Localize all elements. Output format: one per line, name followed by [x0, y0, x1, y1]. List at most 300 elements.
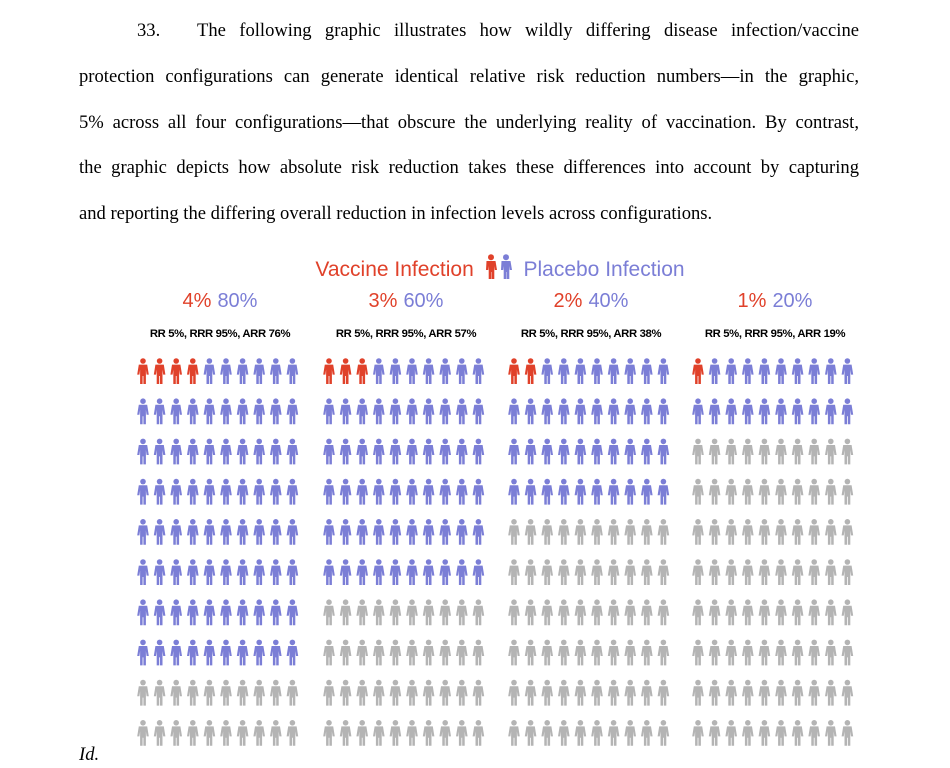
- placebo-infected-person-icon: [356, 519, 368, 545]
- uninfected-person-icon: [641, 559, 653, 585]
- placebo-infected-person-icon: [204, 519, 216, 545]
- uninfected-person-icon: [658, 720, 670, 746]
- uninfected-person-icon: [624, 519, 636, 545]
- uninfected-person-icon: [473, 680, 485, 706]
- placebo-infected-person-icon: [709, 398, 721, 424]
- uninfected-person-icon: [792, 519, 804, 545]
- uninfected-person-icon: [759, 599, 771, 625]
- placebo-infected-person-icon: [825, 358, 837, 384]
- uninfected-person-icon: [558, 720, 570, 746]
- vaccine-infected-person-icon: [137, 358, 149, 384]
- uninfected-person-icon: [842, 479, 854, 505]
- uninfected-person-icon: [323, 680, 335, 706]
- paragraph-number: 33.: [137, 20, 161, 41]
- uninfected-person-icon: [439, 680, 451, 706]
- placebo-percent: 60%: [403, 290, 444, 312]
- placebo-infected-person-icon: [842, 398, 854, 424]
- panel-stats: RR 5%, RRR 95%, ARR 19%: [704, 328, 846, 340]
- placebo-infected-person-icon: [270, 519, 282, 545]
- placebo-infected-person-icon: [154, 559, 166, 585]
- uninfected-person-icon: [525, 680, 537, 706]
- uninfected-person-icon: [558, 680, 570, 706]
- uninfected-person-icon: [808, 720, 820, 746]
- placebo-infected-person-icon: [237, 358, 249, 384]
- placebo-infected-person-icon: [170, 479, 182, 505]
- placebo-infected-person-icon: [423, 358, 435, 384]
- vaccine-infected-person-icon: [323, 358, 335, 384]
- placebo-infected-person-icon: [575, 358, 587, 384]
- vaccine-infected-person-icon: [187, 358, 199, 384]
- placebo-infected-person-icon: [137, 479, 149, 505]
- uninfected-person-icon: [624, 559, 636, 585]
- uninfected-person-icon: [725, 559, 737, 585]
- panel-2-40: [507, 290, 675, 348]
- uninfected-person-icon: [525, 640, 537, 666]
- uninfected-person-icon: [525, 519, 537, 545]
- placebo-infected-person-icon: [204, 398, 216, 424]
- placebo-infected-person-icon: [406, 398, 418, 424]
- placebo-infected-person-icon: [541, 358, 553, 384]
- placebo-infected-person-icon: [220, 358, 232, 384]
- uninfected-person-icon: [356, 720, 368, 746]
- uninfected-person-icon: [775, 479, 787, 505]
- panel-stats: RR 5%, RRR 95%, ARR 57%: [335, 328, 477, 340]
- placebo-infected-person-icon: [473, 439, 485, 465]
- placebo-infected-person-icon: [287, 559, 299, 585]
- placebo-infected-person-icon: [373, 559, 385, 585]
- uninfected-person-icon: [641, 640, 653, 666]
- placebo-infected-person-icon: [759, 358, 771, 384]
- placebo-infected-person-icon: [287, 599, 299, 625]
- uninfected-person-icon: [373, 599, 385, 625]
- paragraph-line-1: 33. The following graphic illustrates how wildly differing disease infection/vaccine: [79, 8, 859, 54]
- uninfected-person-icon: [390, 640, 402, 666]
- placebo-infected-person-icon: [253, 559, 265, 585]
- uninfected-person-icon: [742, 599, 754, 625]
- legend-people-icon: [484, 254, 514, 280]
- panel-1-20: [691, 290, 859, 348]
- placebo-infected-person-icon: [154, 519, 166, 545]
- uninfected-person-icon: [423, 640, 435, 666]
- placebo-infected-person-icon: [137, 398, 149, 424]
- uninfected-person-icon: [725, 640, 737, 666]
- vaccine-percent: 2%: [553, 290, 583, 312]
- placebo-infected-person-icon: [287, 358, 299, 384]
- placebo-infected-person-icon: [742, 398, 754, 424]
- placebo-infected-person-icon: [170, 398, 182, 424]
- placebo-infected-person-icon: [658, 358, 670, 384]
- uninfected-person-icon: [473, 720, 485, 746]
- placebo-infected-person-icon: [406, 479, 418, 505]
- placebo-infected-person-icon: [742, 358, 754, 384]
- placebo-infected-person-icon: [170, 439, 182, 465]
- placebo-infected-person-icon: [340, 439, 352, 465]
- placebo-infected-person-icon: [253, 519, 265, 545]
- placebo-infected-person-icon: [591, 398, 603, 424]
- placebo-infected-person-icon: [423, 559, 435, 585]
- placebo-infected-person-icon: [439, 479, 451, 505]
- uninfected-person-icon: [373, 640, 385, 666]
- uninfected-person-icon: [508, 680, 520, 706]
- placebo-infected-person-icon: [439, 519, 451, 545]
- placebo-infected-person-icon: [608, 358, 620, 384]
- paragraph-line-2: protection configurations can generate identical relative risk reduction numbers—in the graphic,: [79, 65, 859, 87]
- citation-id: Id.: [79, 744, 100, 765]
- placebo-infected-person-icon: [423, 479, 435, 505]
- placebo-infected-person-icon: [204, 479, 216, 505]
- uninfected-person-icon: [775, 439, 787, 465]
- placebo-infected-person-icon: [237, 439, 249, 465]
- placebo-infected-person-icon: [373, 479, 385, 505]
- uninfected-person-icon: [525, 599, 537, 625]
- placebo-infected-person-icon: [473, 559, 485, 585]
- placebo-infected-person-icon: [456, 439, 468, 465]
- placebo-infected-person-icon: [154, 398, 166, 424]
- placebo-infected-person-icon: [575, 479, 587, 505]
- vaccine-person-icon: [486, 254, 497, 279]
- placebo-infected-person-icon: [591, 479, 603, 505]
- uninfected-person-icon: [692, 479, 704, 505]
- uninfected-person-icon: [808, 680, 820, 706]
- uninfected-person-icon: [775, 599, 787, 625]
- people-grid: [136, 356, 304, 760]
- uninfected-person-icon: [641, 720, 653, 746]
- placebo-infected-person-icon: [170, 599, 182, 625]
- uninfected-person-icon: [842, 559, 854, 585]
- placebo-infected-person-icon: [390, 519, 402, 545]
- uninfected-person-icon: [775, 680, 787, 706]
- uninfected-person-icon: [423, 720, 435, 746]
- uninfected-person-icon: [709, 720, 721, 746]
- placebo-infected-person-icon: [641, 479, 653, 505]
- placebo-infected-person-icon: [373, 358, 385, 384]
- placebo-infected-person-icon: [287, 519, 299, 545]
- placebo-infected-person-icon: [575, 398, 587, 424]
- uninfected-person-icon: [287, 720, 299, 746]
- placebo-infected-person-icon: [204, 559, 216, 585]
- placebo-infected-person-icon: [575, 439, 587, 465]
- uninfected-person-icon: [842, 640, 854, 666]
- panel-stats: RR 5%, RRR 95%, ARR 76%: [149, 328, 291, 340]
- placebo-infected-person-icon: [658, 479, 670, 505]
- legend-placebo-label: Placebo Infection: [523, 258, 685, 281]
- uninfected-person-icon: [456, 640, 468, 666]
- placebo-infected-person-icon: [220, 559, 232, 585]
- people-grid: [507, 356, 675, 760]
- uninfected-person-icon: [709, 640, 721, 666]
- uninfected-person-icon: [759, 720, 771, 746]
- placebo-infected-person-icon: [473, 519, 485, 545]
- placebo-infected-person-icon: [154, 439, 166, 465]
- people-grid: [691, 356, 859, 760]
- risk-reduction-figure: [134, 248, 866, 720]
- paragraph-33: [79, 8, 859, 237]
- placebo-infected-person-icon: [373, 398, 385, 424]
- placebo-infected-person-icon: [220, 519, 232, 545]
- uninfected-person-icon: [237, 680, 249, 706]
- placebo-infected-person-icon: [808, 398, 820, 424]
- placebo-infected-person-icon: [373, 439, 385, 465]
- placebo-infected-person-icon: [624, 358, 636, 384]
- uninfected-person-icon: [725, 519, 737, 545]
- placebo-infected-person-icon: [137, 599, 149, 625]
- placebo-infected-person-icon: [187, 439, 199, 465]
- uninfected-person-icon: [575, 680, 587, 706]
- uninfected-person-icon: [558, 599, 570, 625]
- placebo-infected-person-icon: [287, 479, 299, 505]
- vaccine-infected-person-icon: [508, 358, 520, 384]
- placebo-infected-person-icon: [237, 519, 249, 545]
- placebo-infected-person-icon: [709, 358, 721, 384]
- uninfected-person-icon: [575, 720, 587, 746]
- uninfected-person-icon: [406, 720, 418, 746]
- placebo-percent: 40%: [588, 290, 629, 312]
- placebo-infected-person-icon: [641, 358, 653, 384]
- uninfected-person-icon: [340, 680, 352, 706]
- uninfected-person-icon: [742, 519, 754, 545]
- uninfected-person-icon: [725, 599, 737, 625]
- placebo-infected-person-icon: [323, 439, 335, 465]
- uninfected-person-icon: [692, 640, 704, 666]
- people-grid: [322, 356, 490, 760]
- uninfected-person-icon: [825, 439, 837, 465]
- uninfected-person-icon: [575, 599, 587, 625]
- placebo-infected-person-icon: [842, 358, 854, 384]
- uninfected-person-icon: [775, 640, 787, 666]
- uninfected-person-icon: [270, 720, 282, 746]
- panel-heading: [507, 290, 675, 320]
- legend-vaccine-label: Vaccine Infection: [315, 258, 474, 281]
- uninfected-person-icon: [792, 720, 804, 746]
- uninfected-person-icon: [390, 680, 402, 706]
- placebo-infected-person-icon: [508, 398, 520, 424]
- uninfected-person-icon: [406, 640, 418, 666]
- uninfected-person-icon: [508, 519, 520, 545]
- placebo-infected-person-icon: [390, 479, 402, 505]
- uninfected-person-icon: [641, 599, 653, 625]
- placebo-infected-person-icon: [641, 439, 653, 465]
- uninfected-person-icon: [508, 640, 520, 666]
- placebo-infected-person-icon: [356, 479, 368, 505]
- uninfected-person-icon: [204, 720, 216, 746]
- uninfected-person-icon: [775, 559, 787, 585]
- uninfected-person-icon: [759, 640, 771, 666]
- uninfected-person-icon: [658, 519, 670, 545]
- placebo-infected-person-icon: [237, 640, 249, 666]
- uninfected-person-icon: [725, 479, 737, 505]
- uninfected-person-icon: [709, 519, 721, 545]
- placebo-infected-person-icon: [390, 358, 402, 384]
- uninfected-person-icon: [340, 720, 352, 746]
- uninfected-person-icon: [508, 599, 520, 625]
- placebo-infected-person-icon: [270, 439, 282, 465]
- placebo-infected-person-icon: [170, 519, 182, 545]
- uninfected-person-icon: [759, 439, 771, 465]
- placebo-infected-person-icon: [390, 439, 402, 465]
- uninfected-person-icon: [792, 599, 804, 625]
- placebo-infected-person-icon: [253, 358, 265, 384]
- uninfected-person-icon: [709, 559, 721, 585]
- uninfected-person-icon: [456, 720, 468, 746]
- placebo-infected-person-icon: [608, 439, 620, 465]
- uninfected-person-icon: [825, 559, 837, 585]
- placebo-infected-person-icon: [725, 358, 737, 384]
- placebo-infected-person-icon: [220, 479, 232, 505]
- placebo-infected-person-icon: [792, 358, 804, 384]
- uninfected-person-icon: [508, 559, 520, 585]
- uninfected-person-icon: [658, 640, 670, 666]
- uninfected-person-icon: [170, 680, 182, 706]
- uninfected-person-icon: [808, 439, 820, 465]
- placebo-infected-person-icon: [692, 398, 704, 424]
- uninfected-person-icon: [692, 720, 704, 746]
- uninfected-person-icon: [624, 720, 636, 746]
- uninfected-person-icon: [825, 640, 837, 666]
- placebo-infected-person-icon: [456, 398, 468, 424]
- placebo-infected-person-icon: [658, 398, 670, 424]
- placebo-infected-person-icon: [775, 398, 787, 424]
- placebo-infected-person-icon: [624, 479, 636, 505]
- legend-person-icons: [484, 254, 514, 286]
- uninfected-person-icon: [237, 720, 249, 746]
- placebo-infected-person-icon: [356, 439, 368, 465]
- placebo-infected-person-icon: [525, 398, 537, 424]
- uninfected-person-icon: [792, 479, 804, 505]
- uninfected-person-icon: [709, 680, 721, 706]
- uninfected-person-icon: [742, 479, 754, 505]
- placebo-infected-person-icon: [323, 398, 335, 424]
- placebo-infected-person-icon: [204, 640, 216, 666]
- uninfected-person-icon: [591, 680, 603, 706]
- placebo-infected-person-icon: [253, 398, 265, 424]
- uninfected-person-icon: [356, 640, 368, 666]
- uninfected-person-icon: [608, 559, 620, 585]
- placebo-infected-person-icon: [423, 439, 435, 465]
- uninfected-person-icon: [356, 599, 368, 625]
- uninfected-person-icon: [825, 479, 837, 505]
- uninfected-person-icon: [641, 519, 653, 545]
- uninfected-person-icon: [423, 599, 435, 625]
- placebo-infected-person-icon: [137, 519, 149, 545]
- placebo-infected-person-icon: [624, 398, 636, 424]
- uninfected-person-icon: [406, 599, 418, 625]
- uninfected-person-icon: [340, 599, 352, 625]
- uninfected-person-icon: [439, 640, 451, 666]
- placebo-infected-person-icon: [439, 398, 451, 424]
- uninfected-person-icon: [323, 720, 335, 746]
- placebo-infected-person-icon: [187, 519, 199, 545]
- uninfected-person-icon: [725, 720, 737, 746]
- placebo-infected-person-icon: [541, 439, 553, 465]
- uninfected-person-icon: [541, 559, 553, 585]
- uninfected-person-icon: [287, 680, 299, 706]
- placebo-infected-person-icon: [270, 358, 282, 384]
- vaccine-percent: 3%: [368, 290, 398, 312]
- panel-stats: RR 5%, RRR 95%, ARR 38%: [520, 328, 662, 340]
- vaccine-infected-person-icon: [356, 358, 368, 384]
- placebo-infected-person-icon: [406, 559, 418, 585]
- placebo-infected-person-icon: [287, 398, 299, 424]
- uninfected-person-icon: [575, 640, 587, 666]
- uninfected-person-icon: [137, 680, 149, 706]
- placebo-infected-person-icon: [558, 358, 570, 384]
- placebo-infected-person-icon: [473, 398, 485, 424]
- uninfected-person-icon: [204, 680, 216, 706]
- uninfected-person-icon: [356, 680, 368, 706]
- uninfected-person-icon: [525, 559, 537, 585]
- placebo-infected-person-icon: [237, 479, 249, 505]
- uninfected-person-icon: [825, 680, 837, 706]
- vaccine-infected-person-icon: [340, 358, 352, 384]
- uninfected-person-icon: [373, 720, 385, 746]
- uninfected-person-icon: [373, 680, 385, 706]
- uninfected-person-icon: [658, 559, 670, 585]
- placebo-infected-person-icon: [253, 599, 265, 625]
- placebo-infected-person-icon: [137, 640, 149, 666]
- uninfected-person-icon: [624, 599, 636, 625]
- uninfected-person-icon: [692, 439, 704, 465]
- vaccine-infected-person-icon: [692, 358, 704, 384]
- uninfected-person-icon: [842, 680, 854, 706]
- placebo-infected-person-icon: [154, 479, 166, 505]
- uninfected-person-icon: [558, 559, 570, 585]
- uninfected-person-icon: [759, 559, 771, 585]
- uninfected-person-icon: [624, 680, 636, 706]
- placebo-infected-person-icon: [220, 599, 232, 625]
- uninfected-person-icon: [591, 519, 603, 545]
- placebo-infected-person-icon: [270, 599, 282, 625]
- uninfected-person-icon: [742, 680, 754, 706]
- uninfected-person-icon: [692, 519, 704, 545]
- uninfected-person-icon: [406, 680, 418, 706]
- uninfected-person-icon: [725, 439, 737, 465]
- placebo-infected-person-icon: [253, 640, 265, 666]
- uninfected-person-icon: [692, 599, 704, 625]
- uninfected-person-icon: [439, 599, 451, 625]
- uninfected-person-icon: [742, 559, 754, 585]
- uninfected-person-icon: [842, 439, 854, 465]
- uninfected-person-icon: [137, 720, 149, 746]
- placebo-infected-person-icon: [270, 640, 282, 666]
- uninfected-person-icon: [423, 680, 435, 706]
- uninfected-person-icon: [473, 640, 485, 666]
- placebo-infected-person-icon: [137, 439, 149, 465]
- uninfected-person-icon: [792, 680, 804, 706]
- uninfected-person-icon: [591, 559, 603, 585]
- placebo-infected-person-icon: [270, 479, 282, 505]
- placebo-person-icon: [501, 254, 512, 279]
- uninfected-person-icon: [575, 559, 587, 585]
- placebo-infected-person-icon: [591, 358, 603, 384]
- panel-heading: [691, 290, 859, 320]
- uninfected-person-icon: [792, 640, 804, 666]
- uninfected-person-icon: [759, 680, 771, 706]
- placebo-infected-person-icon: [187, 599, 199, 625]
- uninfected-person-icon: [742, 720, 754, 746]
- uninfected-person-icon: [792, 439, 804, 465]
- uninfected-person-icon: [220, 680, 232, 706]
- placebo-infected-person-icon: [406, 439, 418, 465]
- uninfected-person-icon: [709, 479, 721, 505]
- uninfected-person-icon: [323, 599, 335, 625]
- placebo-infected-person-icon: [253, 479, 265, 505]
- placebo-infected-person-icon: [220, 439, 232, 465]
- uninfected-person-icon: [608, 599, 620, 625]
- placebo-infected-person-icon: [439, 358, 451, 384]
- uninfected-person-icon: [808, 559, 820, 585]
- uninfected-person-icon: [608, 519, 620, 545]
- placebo-infected-person-icon: [170, 640, 182, 666]
